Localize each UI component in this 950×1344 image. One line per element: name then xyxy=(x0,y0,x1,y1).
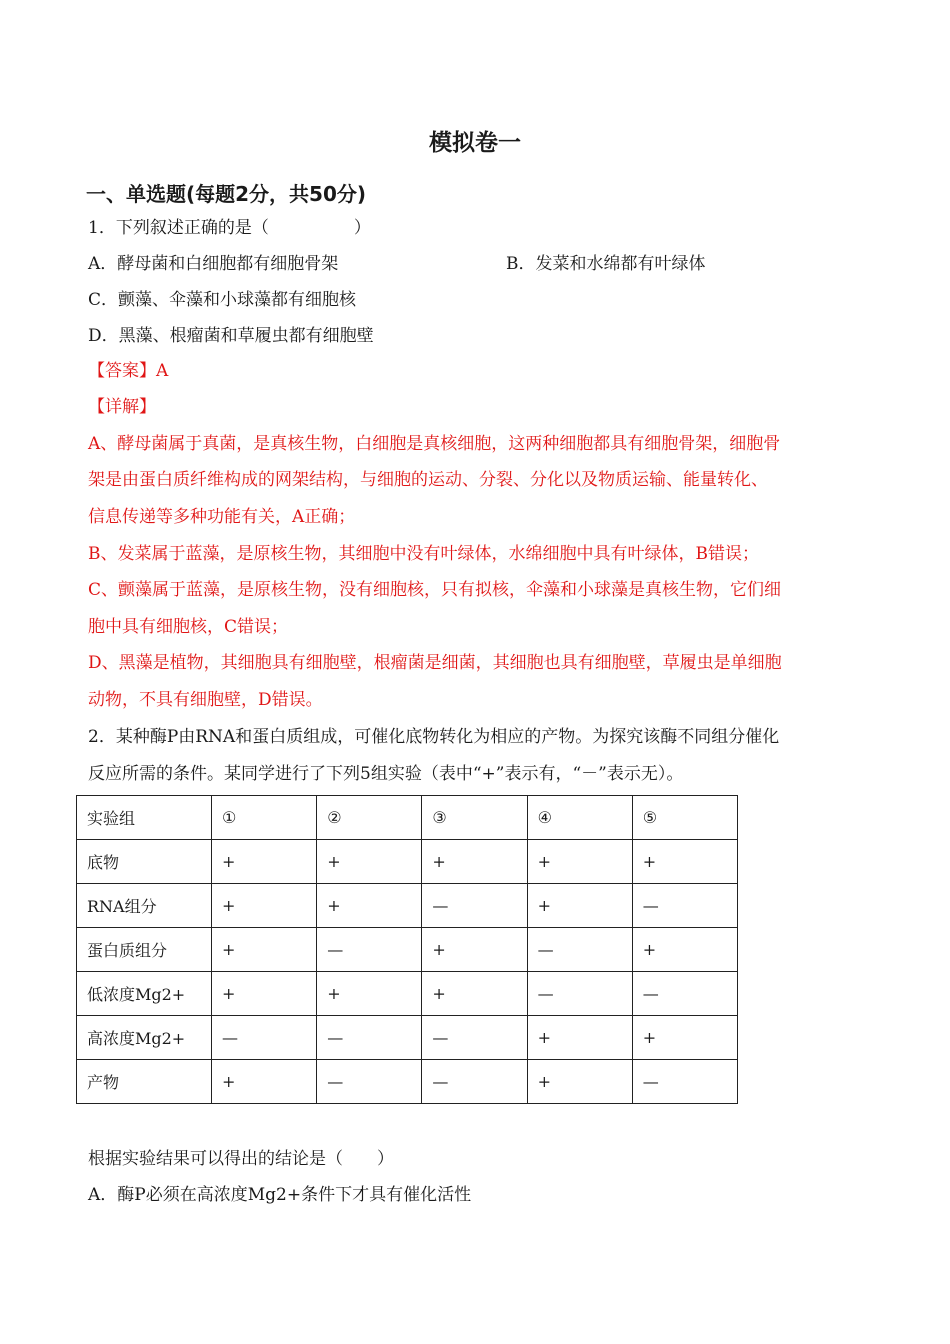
table-cell: — xyxy=(422,884,527,928)
section-heading: 一、单选题(每题2分，共50分) xyxy=(86,182,367,206)
q1-option-a: A．酵母菌和白细胞都有细胞骨架 xyxy=(88,254,339,274)
table-cell: + xyxy=(212,840,317,884)
q2-stem-line: 反应所需的条件。某同学进行了下列5组实验（表中“+”表示有，“－”表示无）。 xyxy=(88,764,684,784)
page-title: 模拟卷一 xyxy=(429,130,521,156)
answer-label: 【答案】A xyxy=(88,361,169,381)
table-cell: ① xyxy=(212,796,317,840)
table-row-label: 实验组 xyxy=(77,796,212,840)
q1-option-c: C．颤藻、伞藻和小球藻都有细胞核 xyxy=(88,290,357,310)
table-row xyxy=(77,884,738,928)
table-cell: + xyxy=(527,884,632,928)
table-cell: + xyxy=(317,840,422,884)
table-cell: ② xyxy=(317,796,422,840)
table-row-label: 蛋白质组分 xyxy=(77,928,212,972)
table-cell: + xyxy=(527,1060,632,1104)
table-row-label: 产物 xyxy=(77,1060,212,1104)
table-cell: — xyxy=(632,884,737,928)
table-cell: + xyxy=(422,928,527,972)
table-cell: + xyxy=(212,1060,317,1104)
q1-stem: 1．下列叙述正确的是（ ） xyxy=(88,218,371,238)
table-cell: + xyxy=(632,840,737,884)
table-cell: — xyxy=(212,1016,317,1060)
table-cell: — xyxy=(317,1060,422,1104)
table-cell: + xyxy=(632,928,737,972)
table-row xyxy=(77,1016,738,1060)
explanation-line: B、发菜属于蓝藻，是原核生物，其细胞中没有叶绿体，水绵细胞中具有叶绿体，B错误； xyxy=(88,544,759,564)
explanation-line: 架是由蛋白质纤维构成的网架结构，与细胞的运动、分裂、分化以及物质运输、能量转化、 xyxy=(88,470,768,490)
table-cell: + xyxy=(527,1016,632,1060)
detail-label: 【详解】 xyxy=(88,397,156,417)
table-cell: ④ xyxy=(527,796,632,840)
table-cell: + xyxy=(317,884,422,928)
table-row-label: 底物 xyxy=(77,840,212,884)
q2-stem-line: 2．某种酶P由RNA和蛋白质组成，可催化底物转化为相应的产物。为探究该酶不同组分催化 xyxy=(88,727,780,747)
table-row-label: 低浓度Mg2+ xyxy=(77,972,212,1016)
q2-option-a: A．酶P必须在高浓度Mg2+条件下才具有催化活性 xyxy=(88,1185,472,1205)
q2-question: 根据实验结果可以得出的结论是（ ） xyxy=(88,1149,394,1169)
table-row-label: 高浓度Mg2+ xyxy=(77,1016,212,1060)
table-cell: — xyxy=(317,1016,422,1060)
table-cell: + xyxy=(212,884,317,928)
table-cell: + xyxy=(212,928,317,972)
table-header-row xyxy=(77,796,738,840)
table-cell: ③ xyxy=(422,796,527,840)
table-cell: + xyxy=(212,972,317,1016)
table-cell: — xyxy=(527,972,632,1016)
q1-option-b: B．发菜和水绵都有叶绿体 xyxy=(506,254,706,274)
table-cell: ⑤ xyxy=(632,796,737,840)
table-row xyxy=(77,1060,738,1104)
table-row xyxy=(77,972,738,1016)
table-cell: + xyxy=(632,1016,737,1060)
explanation-line: A、酵母菌属于真菌，是真核生物，白细胞是真核细胞，这两种细胞都具有细胞骨架，细胞骨 xyxy=(88,434,781,454)
table-cell: — xyxy=(317,928,422,972)
table-row xyxy=(77,840,738,884)
table-cell: — xyxy=(632,1060,737,1104)
table-cell: + xyxy=(527,840,632,884)
q1-options-ab xyxy=(88,252,788,276)
table-cell: + xyxy=(422,972,527,1016)
table-cell: — xyxy=(632,972,737,1016)
explanation-line: C、颤藻属于蓝藻，是原核生物，没有细胞核，只有拟核，伞藻和小球藻是真核生物，它们细 xyxy=(88,580,782,600)
explanation-line: 信息传递等多种功能有关，A正确； xyxy=(88,507,356,527)
explanation-line: 胞中具有细胞核，C错误； xyxy=(88,617,289,637)
table-row-label: RNA组分 xyxy=(77,884,212,928)
q1-option-d: D．黑藻、根瘤菌和草履虫都有细胞壁 xyxy=(88,326,374,346)
table-cell: + xyxy=(422,840,527,884)
experiment-table xyxy=(76,795,738,1104)
explanation-line: D、黑藻是植物，其细胞具有细胞壁，根瘤菌是细菌，其细胞也具有细胞壁，草履虫是单细胞 xyxy=(88,653,782,673)
table-cell: — xyxy=(527,928,632,972)
table-row xyxy=(77,928,738,972)
table-cell: — xyxy=(422,1060,527,1104)
table-cell: + xyxy=(317,972,422,1016)
table-cell: — xyxy=(422,1016,527,1060)
explanation-line: 动物，不具有细胞壁，D错误。 xyxy=(88,690,323,710)
